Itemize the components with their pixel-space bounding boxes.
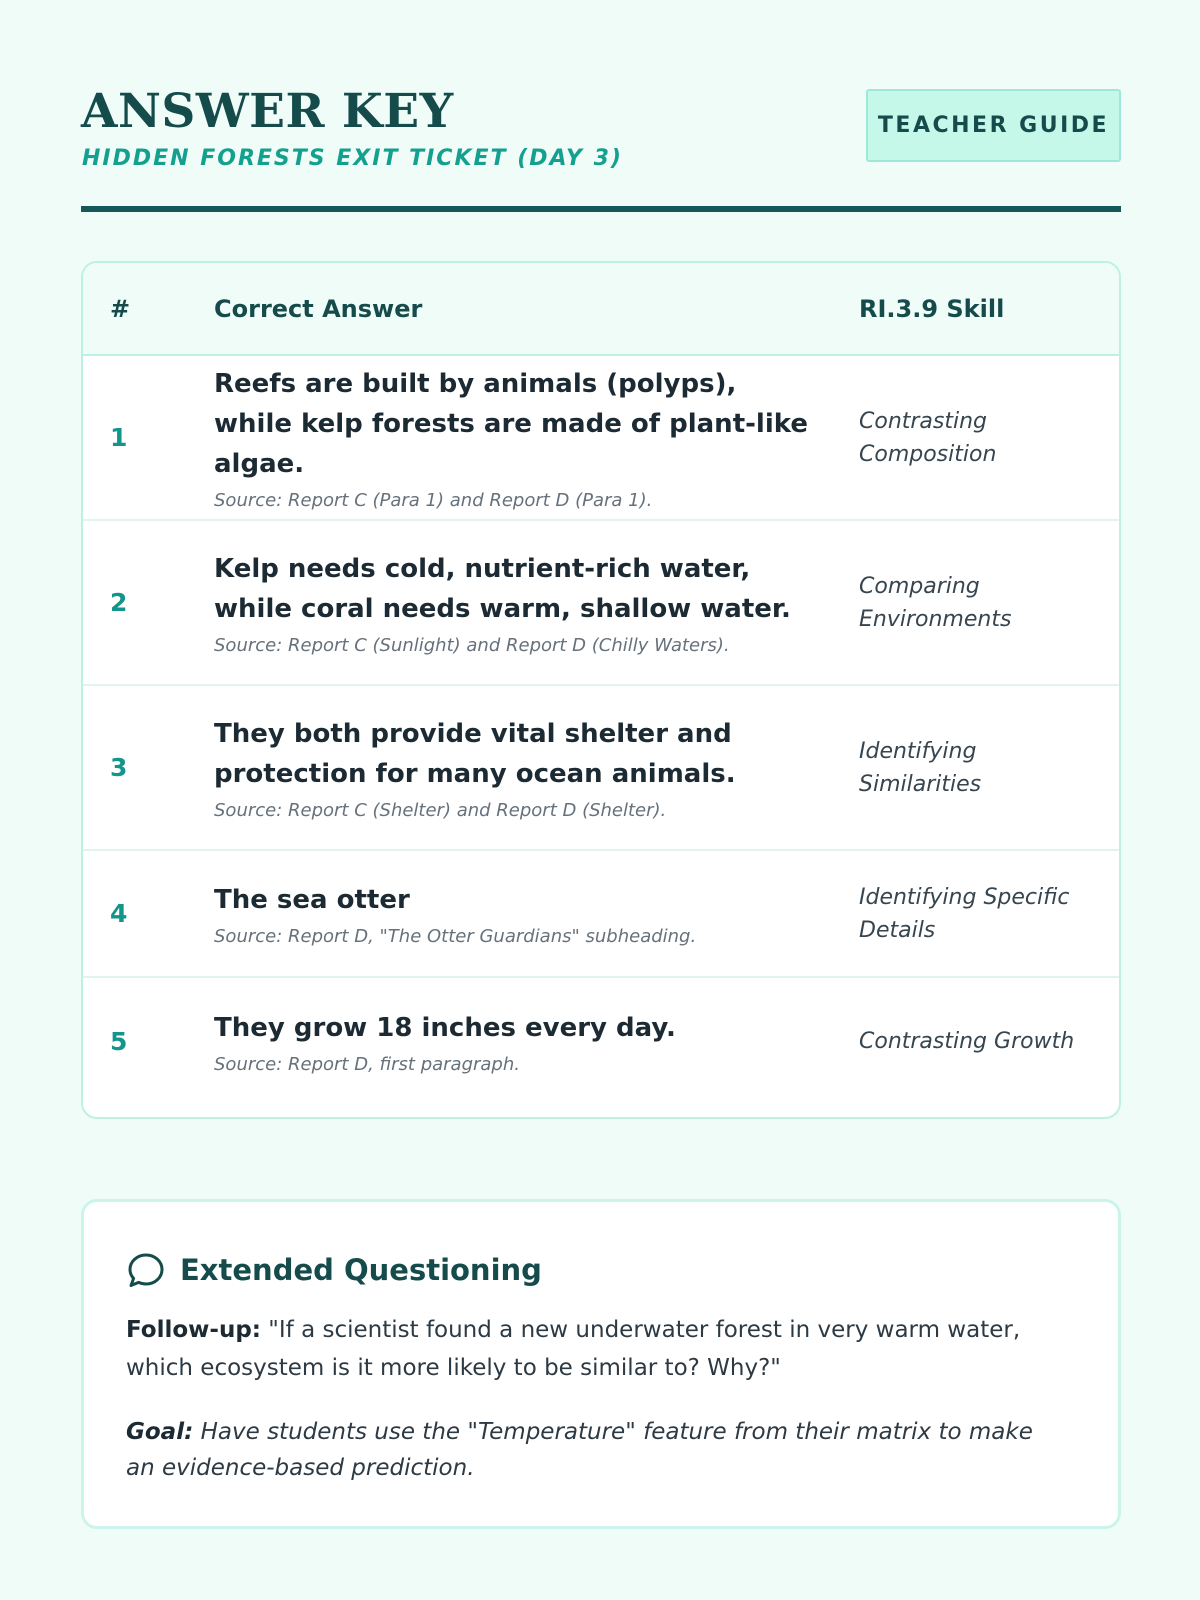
row-number: 2 — [110, 588, 128, 617]
answer-source: Source: Report C (Para 1) and Report D (Para 1). — [214, 490, 653, 511]
page-subtitle: HIDDEN FORESTS EXIT TICKET (DAY 3) — [82, 146, 623, 171]
answer-source: Source: Report C (Sunlight) and Report D (Chilly Waters). — [214, 635, 730, 656]
row-number: 5 — [110, 1027, 128, 1056]
goal-text: Have students use the "Temperature" feature from their matrix to make an evidence-based prediction. — [126, 1419, 1033, 1481]
followup-text: "If a scientist found a new underwater forest in very warm water, which ecosystem is it more likely to be similar to? Why?" — [126, 1317, 1021, 1381]
goal-statement — [126, 1414, 1066, 1486]
answer-cell — [214, 356, 814, 519]
table-row — [83, 356, 1119, 521]
row-number: 4 — [110, 899, 128, 928]
skill-label: Identifying Specific Details — [859, 884, 1070, 943]
answer-source: Source: Report D, "The Otter Guardians" subheading. — [214, 926, 697, 947]
answer-source: Source: Report C (Shelter) and Report D (Shelter). — [214, 800, 667, 821]
correct-answer: Kelp needs cold, nutrient-rich water, while coral needs warm, shallow water. — [214, 554, 791, 624]
table-row — [83, 686, 1119, 851]
table-header-row — [83, 263, 1119, 356]
answer-cell — [214, 686, 814, 849]
skill-label: Comparing Environments — [859, 573, 1012, 632]
teacher-guide-badge: TEACHER GUIDE — [866, 89, 1121, 162]
skill-label: Identifying Similarities — [859, 738, 982, 797]
answer-key-page — [81, 80, 1121, 1481]
extended-header — [126, 1250, 542, 1290]
header-number: # — [110, 294, 131, 323]
answer-cell — [214, 521, 814, 684]
followup-question — [126, 1311, 1066, 1387]
row-number: 3 — [110, 753, 128, 782]
answer-table — [81, 261, 1121, 1119]
correct-answer: They grow 18 inches every day. — [214, 1013, 676, 1043]
extended-title: Extended Questioning — [180, 1253, 542, 1287]
row-number: 1 — [110, 423, 128, 452]
header-correct-answer: Correct Answer — [214, 294, 423, 323]
table-row — [83, 851, 1119, 978]
skill-label: Contrasting Composition — [859, 408, 997, 467]
page-header — [81, 80, 1121, 212]
table-row — [83, 978, 1119, 1105]
extended-questioning-card — [81, 1199, 1121, 1529]
goal-label: Goal: — [126, 1419, 194, 1445]
correct-answer: They both provide vital shelter and protection for many ocean animals. — [214, 719, 736, 789]
chat-bubble-icon — [126, 1250, 166, 1290]
skill-label: Contrasting Growth — [859, 1029, 1075, 1054]
correct-answer: The sea otter — [214, 885, 410, 915]
table-row — [83, 521, 1119, 686]
answer-source: Source: Report D, first paragraph. — [214, 1054, 520, 1075]
answer-cell — [214, 851, 814, 976]
header-skill: RI.3.9 Skill — [859, 294, 1005, 323]
answer-cell — [214, 978, 814, 1105]
correct-answer: Reefs are built by animals (polyps), while kelp forests are made of plant-like algae. — [214, 369, 808, 479]
followup-label: Follow-up: — [126, 1317, 261, 1343]
page-title: ANSWER KEY — [81, 84, 454, 139]
